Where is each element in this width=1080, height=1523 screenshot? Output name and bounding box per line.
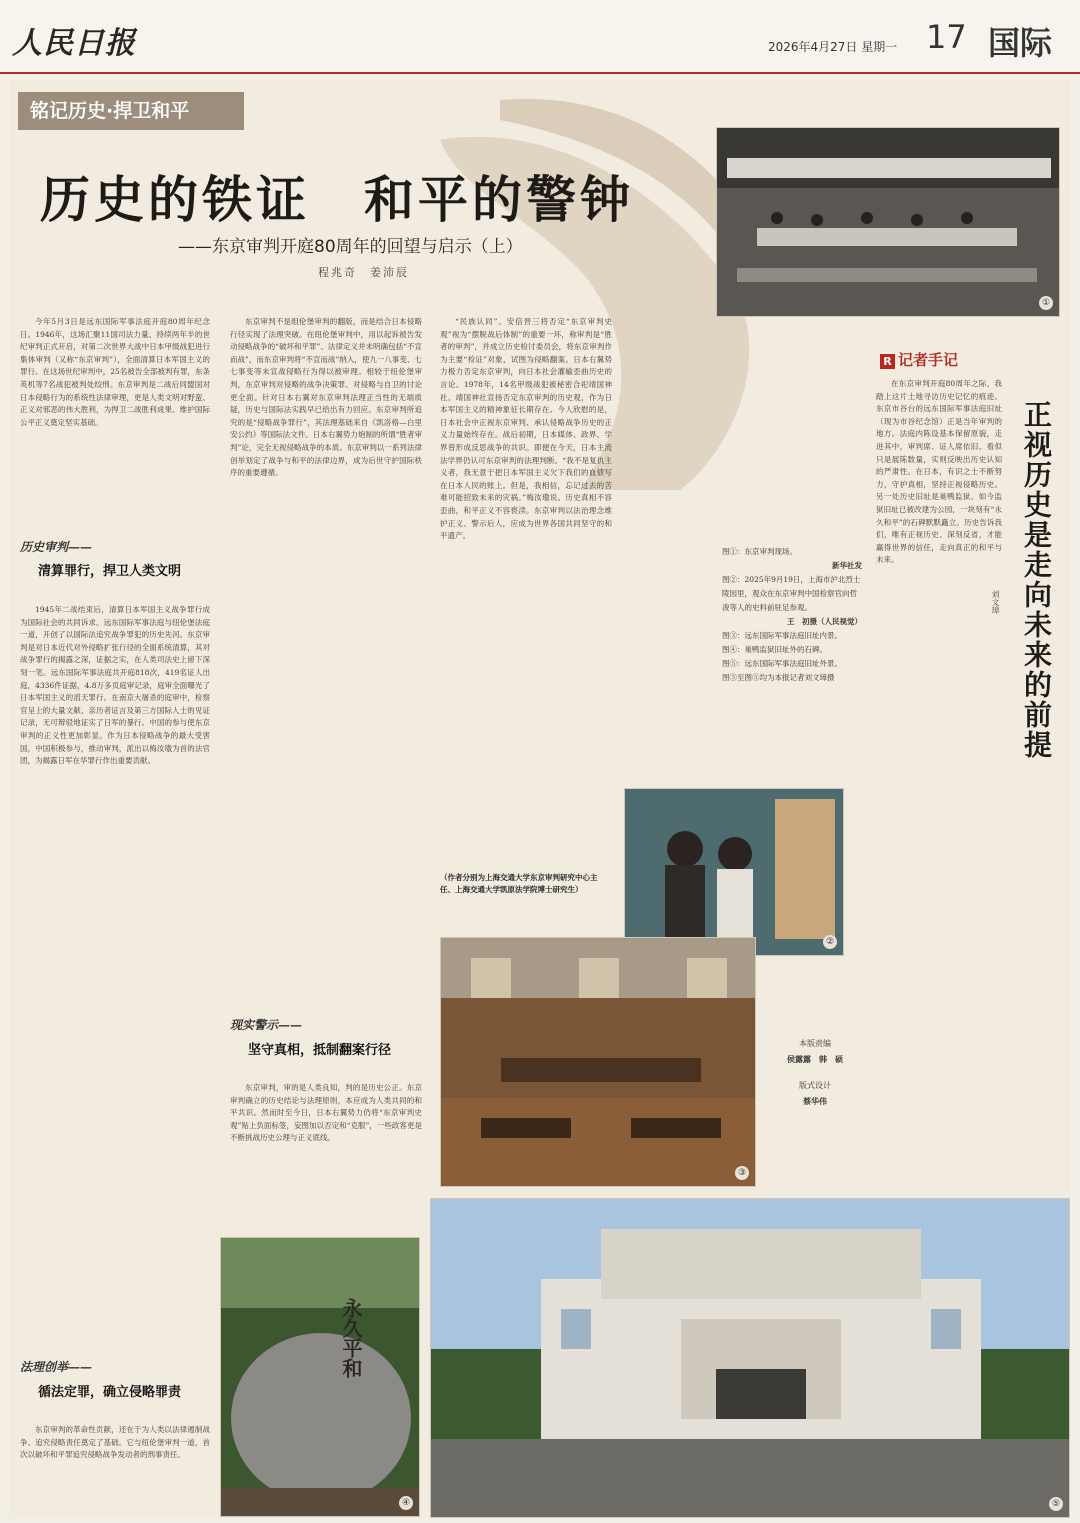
note-icon: R: [880, 354, 895, 369]
caption-line: 图③至图⑤均为本报记者刘文璋摄: [722, 673, 835, 682]
photo-badge-3: ③: [735, 1166, 749, 1180]
photo-courtroom: [716, 127, 1060, 317]
caption-line: 图①：东京审判现场。: [722, 547, 797, 556]
section-2-body: 东京审判的革命性贡献，还在于为人类以法律遏制战争、追究侵略责任奠定了基础。它与纽伦堡审判一道，首次以破坏和平罪追究侵略战争发动者的刑事责任。: [20, 1425, 210, 1460]
design-label: 版式设计: [799, 1081, 831, 1090]
column-1-section-2: [20, 1424, 210, 1516]
section-3-kicker: 现实警示——: [230, 1018, 303, 1032]
section-3-body: 东京审判，审的是人类良知，判的是历史公正。东京审判确立的历史结论与法理原则，本应成为人类共同的和平共识。然而时至今日，日本右翼势力仍将“东京审判史观”贴上负面标签，妄图加以否定和“克服”，一些政客更是不断挑战历史公理与正义底线。: [230, 1083, 422, 1143]
intro-paragraph: 今年5月3日是远东国际军事法庭开庭80周年纪念日。1946年，这场汇聚11国司法力量、持续两年半的世纪审判正式开启，对第二次世界大战中日本甲级战犯进行集体审判（又称“东京审判”），全面清算日本军国主义的罪行。在这场世纪审判中，25名被告全部被判有罪，东条英机等7名战犯被判处绞刑。东京审判是二战后同盟国对日本侵略行为的系统性法律审理，更是人类文明对野蛮、正义对邪恶的伟大胜利，为捍卫二战胜利成果、维护国际公平正义奠定坚实基础。: [20, 317, 210, 427]
photo-exhibition-visitors: [624, 788, 844, 956]
note-title-text: 记者手记: [898, 351, 959, 369]
building-illustration: [431, 1199, 1070, 1518]
photo-badge-4: ④: [399, 1496, 413, 1510]
column-2: [230, 316, 422, 996]
section-2-kicker: 法理创举——: [20, 1360, 93, 1374]
stone-inscription: 永久平和: [339, 1298, 363, 1378]
editors: 侯露露 韩 硕: [787, 1055, 843, 1064]
reporter-note-title: [880, 349, 958, 370]
column-1-intro: [20, 316, 210, 526]
monument-illustration: [221, 1238, 420, 1517]
note-vertical-headline: 正视历史是走向未来的前提: [1020, 400, 1053, 760]
caption-credit: 新华社发: [832, 561, 862, 570]
author-note: （作者分别为上海交通大学东京审判研究中心主任、上海交通大学凯原法学院博士研究生）: [440, 873, 598, 894]
newspaper-logo: 人民日报: [12, 26, 136, 61]
caption-line: 图④：巢鸭监狱旧址外的石碑。: [722, 645, 827, 654]
section-3-title: 坚守真相，抵制翻案行径: [248, 1043, 392, 1058]
photo-building-exterior: [430, 1198, 1070, 1518]
page-number: 17: [926, 18, 967, 56]
courtroom-illustration: [717, 128, 1060, 317]
section-1-title: 清算罪行，捍卫人类文明: [38, 564, 182, 579]
issue-date: 2026年4月27日 星期一: [768, 40, 898, 54]
note-author: 刘文璋: [991, 590, 1000, 614]
photo-captions: [722, 545, 862, 685]
column-2-body: 东京审判不是组伦堡审判的翻版，而是结合日本侵略行径实现了法理突破。在纽伦堡审判中，用以起诉被告发动侵略战争的“破坏和平罪”、法律定义并未明确包括“不宣而战”，而东京审判将“不宣而战”纳入，使九一八事变、七七事变等未宣战侵略行为得以被审理。相较于纽伦堡审判，东京审判对侵略的战争决策罪、对侵略与自卫的讨论更全面。针对日本右翼对东京审判法理正当性的无端质疑，历史与国际法实践早已给出有力回应。东京审判所追究的是“侵略战争罪行”，其法理基础来自《凯洛格—白里安公约》等国际法文件。日本右翼势力炮制的所谓“胜者审判”论，完全无视侵略战争的本质。东京审判以一系列法律创举划定了战争与和平的法律边界，成为后世守护国际秩序的重要遵循。: [230, 317, 422, 478]
headline: 历史的铁证 和平的警钟: [40, 171, 634, 229]
column-2-section-3: [230, 1082, 422, 1232]
column-1-section-1: [20, 604, 210, 1324]
interior-illustration: [441, 938, 756, 1187]
visitors-illustration: [625, 789, 844, 956]
reporter-note-body: [876, 378, 1002, 1198]
section-1-body: 1945年二战结束后，清算日本军国主义战争罪行成为国际社会的共同诉求。远东国际军事法庭与纽伦堡法庭一道，开创了以国际法追究战争罪犯的历史先河。东京审判是对日本近代对外侵略扩张行径的全面系统清算，其对战争罪行的揭露之深，证据之实，在人类司法史上留下深刻一笔。远东国际军事法庭共开庭818次，419名证人出庭，4336件证据，4.8万多页庭审记录，庭审全面曝光了日本军国主义的滔天罪行。在南京大屠杀的庭审中，检察官呈上的大量文献、亲历者证言及第三方国际人士的见证记录，无可辩驳地证实了日军的暴行。中国的参与使东京审判的正义性更加彰显。作为日本侵略战争的最大受害国，中国积极参与，推动审判，派出以梅汝璈为首的法官团，为揭露日军在华罪行作出重要贡献。: [20, 605, 210, 766]
caption-line: 图②：2025年9月19日，上海市沪北烈士陵园里，观众在东京审判中国检察官向哲浚等人的史料前驻足参观。: [722, 575, 861, 612]
column-banner: 铭记历史·捍卫和平: [18, 92, 244, 130]
subheadline: ——东京审判开庭80周年的回望与启示（上）: [178, 237, 523, 257]
caption-credit: 王 初摄（人民视觉）: [787, 617, 862, 626]
editor-label: 本版责编: [799, 1039, 831, 1048]
section-name: 国际: [988, 24, 1053, 62]
masthead: [0, 0, 1080, 74]
section-1-kicker: 历史审判——: [20, 540, 93, 554]
byline: 程兆奇 姜沛辰: [318, 266, 409, 279]
note-text: 在东京审判开庭80周年之际，我踏上这片土地寻访历史记忆的痕迹。东京市谷台的远东国际军事法庭旧址（现为市谷纪念馆）正是当年审判的地方。法庭内陈设基本保留原貌，走进其中，审判席、证人席依旧。看似只是展陈数量，实则反映出历史认知的严肃性。在日本，有识之士不断努力，守护真相，坚持正视侵略历史。另一处历史旧址是巢鸭监狱。如今监狱旧址已被改建为公园，一块刻有“永久和平”的石碑默默矗立。历史告诉我们，唯有正视历史、深刻反省，才能赢得世界的信任，走向真正的和平与未来。: [876, 379, 1002, 565]
caption-line: 图③：远东国际军事法庭旧址内景。: [722, 631, 842, 640]
caption-line: 图⑤：远东国际军事法庭旧址外景。: [722, 659, 842, 668]
photo-courtroom-interior: [440, 937, 756, 1187]
photo-badge-5: ⑤: [1049, 1497, 1063, 1511]
designer: 蔡华伟: [803, 1097, 827, 1106]
column-3: [440, 316, 612, 856]
credits: [770, 1036, 860, 1110]
section-2-title: 循法定罪，确立侵略罪责: [38, 1385, 182, 1400]
photo-stone-monument: [220, 1237, 420, 1517]
photo-badge-2: ②: [823, 935, 837, 949]
photo-badge-1: ①: [1039, 296, 1053, 310]
column-3-body: “民族认同”。安倍晋三将否定“东京审判史观”视为“摆脱战后体制”的重要一环，称审判是“胜者的审判”，并成立历史检讨委员会，将东京审判作为主要“检证”对象，试图为侵略翻案。日本右翼势力极力否定东京审判，向日本社会灌输歪曲历史的言论。1978年，14名甲级战犯被秘密合祀靖国神社。靖国神社宣扬否定东京审判的历史观，作为日本军国主义的精神象征长期存在。今人欣慰的是，日本社会中正视东京审判、承认侵略战争历史的正义力量始终存在。战后初期，日本媒体、政界、学界曾形成反思战争的共识。即便在今天，日本主流法学界仍认可东京审判的法理判断。“我不是复仇主义者，我无意于把日本军国主义欠下我们的血债写在日本人民的账上。但是，我相信，忘记过去的苦难可能招致未来的灾祸。”梅汝璈说。历史真相不容歪曲，和平正义不容亵渎。东京审判以法治理念维护正义、警示后人，应成为世界各国共同坚守的和平遗产。: [440, 317, 612, 541]
